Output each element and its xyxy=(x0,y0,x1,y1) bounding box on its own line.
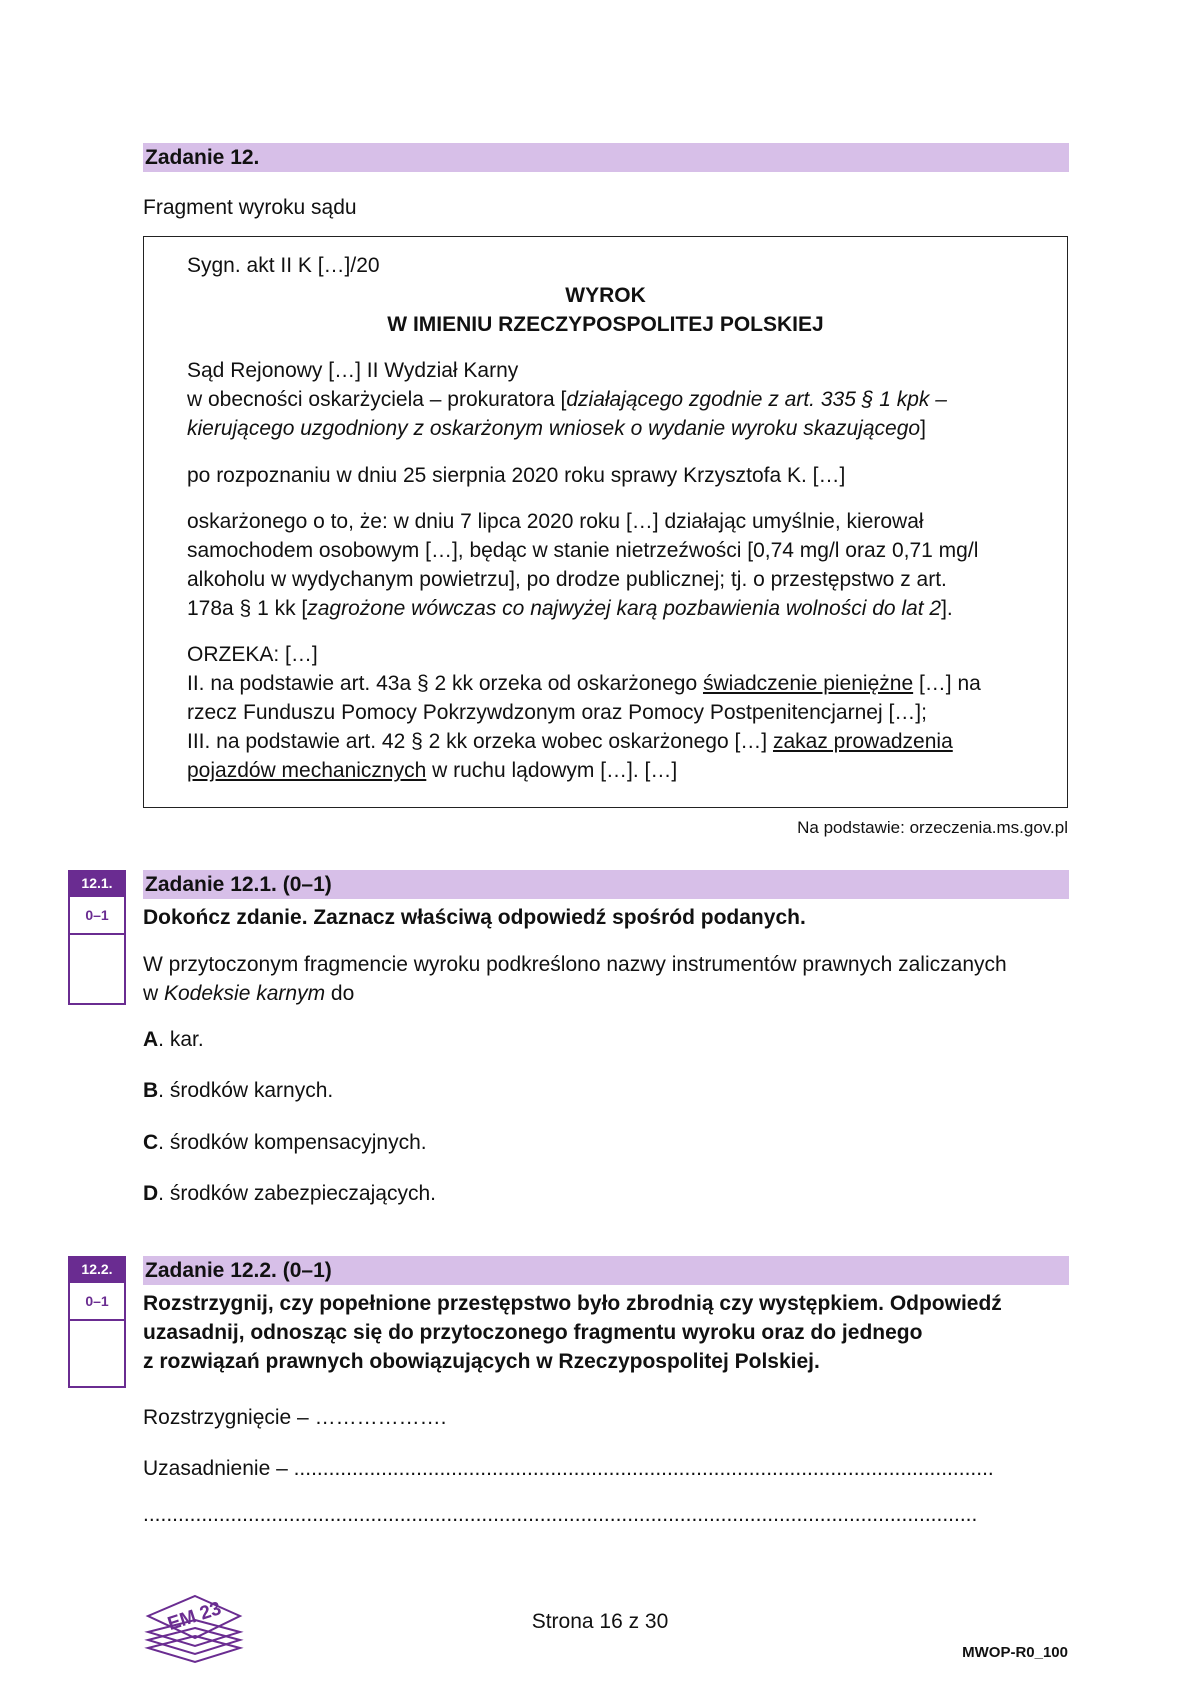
answer-option-b[interactable]: B. środków karnych. xyxy=(143,1079,334,1102)
task-header: Zadanie 12. xyxy=(143,143,1069,172)
verdict-charge-line2: samochodem osobowym […], będąc w stanie nietrzeźwości [0,74 mg/l oraz 0,71 mg/l xyxy=(187,539,979,562)
verdict-point-iii-line2: pojazdów mechanicznych w ruchu lądowym […]. […] xyxy=(187,759,678,782)
answer-option-d[interactable]: D. środków zabezpieczających. xyxy=(143,1182,436,1205)
answer-option-a[interactable]: A. kar. xyxy=(143,1028,204,1051)
verdict-point-iii-line1: III. na podstawie art. 42 § 2 kk orzeka wobec oskarżonego […] zakaz prowadzenia xyxy=(187,730,953,753)
verdict-subtitle: W IMIENIU RZECZYPOSPOLITEJ POLSKIEJ xyxy=(387,313,824,336)
verdict-charge-line3: alkoholu w wydychanym powietrzu], po drodze publicznej; tj. o przestępstwo z art. xyxy=(187,568,947,591)
subtask-instruction-line1: Rozstrzygnij, czy popełnione przestępstwo było zbrodnią czy występkiem. Odpowiedź xyxy=(143,1292,1002,1315)
subtask-header: Zadanie 12.2. (0–1) xyxy=(143,1256,1069,1285)
score-label: 0–1 xyxy=(70,897,124,935)
question-line2: w Kodeksie karnym do xyxy=(143,982,355,1005)
exam-code: MWOP-R0_100 xyxy=(962,1644,1068,1661)
answer-option-c[interactable]: C. środków kompensacyjnych. xyxy=(143,1131,427,1154)
verdict-presence-line1: w obecności oskarżyciela – prokuratora [działającego zgodnie z art. 335 § 1 kpk – xyxy=(187,388,947,411)
decision-field[interactable]: Rozstrzygnięcie – ………………. xyxy=(143,1406,447,1429)
task-number-tag: 12.2. xyxy=(68,1256,126,1283)
verdict-charge-line4: 178a § 1 kk [zagrożone wówczas co najwyżej karą pozbawienia wolności do lat 2]. xyxy=(187,597,953,620)
answer-dotted-line[interactable]: ............................................................................................................................................... xyxy=(143,1503,978,1526)
subtask-instruction-line2: uzasadnij, odnosząc się do przytoczonego fragmentu wyroku oraz do jednego xyxy=(143,1321,923,1344)
subtask-header: Zadanie 12.1. (0–1) xyxy=(143,870,1069,899)
justification-field[interactable]: Uzasadnienie – ........................................................................................................................ xyxy=(143,1457,994,1480)
verdict-orders: ORZEKA: […] xyxy=(187,643,318,666)
source-note: Na podstawie: orzeczenia.ms.gov.pl xyxy=(797,818,1068,837)
verdict-presence-line2: kierującego uzgodniony z oskarżonym wniosek o wydanie wyroku skazującego] xyxy=(187,417,926,440)
verdict-court: Sąd Rejonowy […] II Wydział Karny xyxy=(187,359,519,382)
verdict-title: WYROK xyxy=(565,284,646,307)
task-intro: Fragment wyroku sądu xyxy=(143,196,357,219)
verdict-charge-line1: oskarżonego o to, że: w dniu 7 lipca 2020 roku […] działając umyślnie, kierował xyxy=(187,510,924,533)
verdict-hearing: po rozpoznaniu w dniu 25 sierpnia 2020 roku sprawy Krzysztofa K. […] xyxy=(187,464,846,487)
task-number-tag: 12.1. xyxy=(68,870,126,897)
exam-logo-text: EM 23 xyxy=(165,1598,224,1636)
verdict-ref: Sygn. akt II K […]/20 xyxy=(187,254,380,277)
score-box xyxy=(68,897,126,1005)
subtask-instruction: Dokończ zdanie. Zaznacz właściwą odpowiedź spośród podanych. xyxy=(143,906,806,929)
verdict-point-ii-line2: rzecz Funduszu Pomocy Pokrzywdzonym oraz Pomocy Postpenitencjarnej […]; xyxy=(187,701,927,724)
subtask-instruction-line3: z rozwiązań prawnych obowiązujących w Rzeczypospolitej Polskiej. xyxy=(143,1350,820,1373)
verdict-point-ii-line1: II. na podstawie art. 43a § 2 kk orzeka od oskarżonego świadczenie pieniężne […] na xyxy=(187,672,981,695)
score-box xyxy=(68,1283,126,1388)
score-label: 0–1 xyxy=(70,1283,124,1321)
question-line1: W przytoczonym fragmencie wyroku podkreślono nazwy instrumentów prawnych zaliczanych xyxy=(143,953,1007,976)
page-number: Strona 16 z 30 xyxy=(531,1610,669,1633)
